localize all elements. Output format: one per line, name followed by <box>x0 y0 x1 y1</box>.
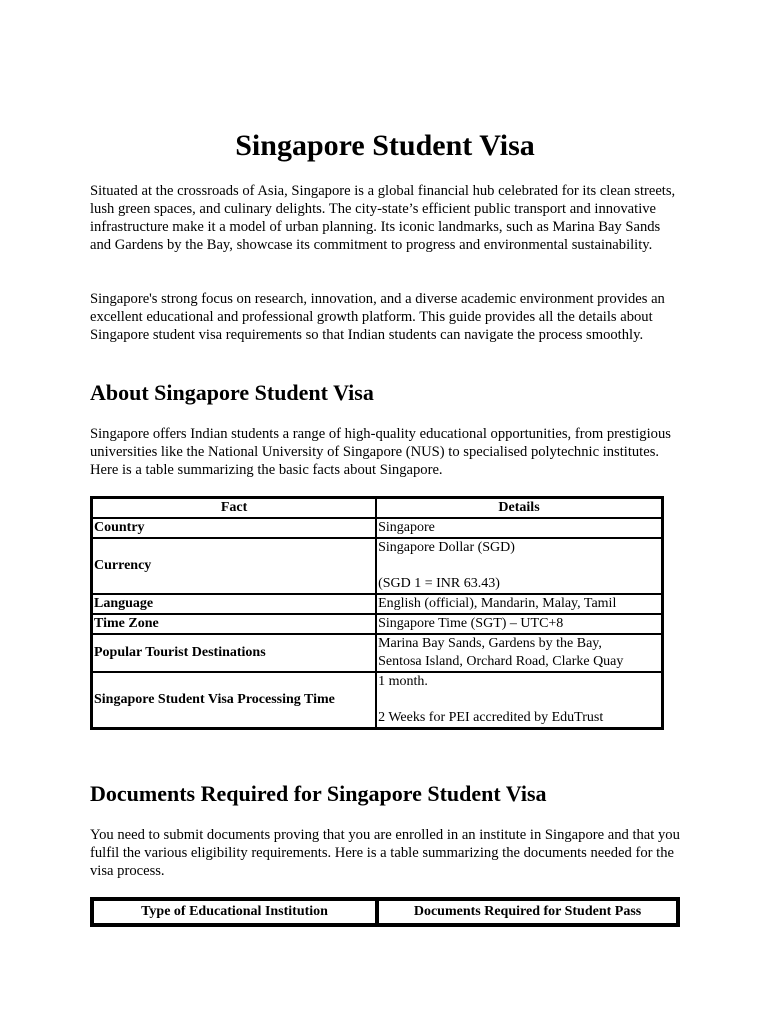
table-row <box>92 634 662 672</box>
table-row <box>92 538 662 594</box>
intro-paragraph-2: Singapore's strong focus on research, innovation, and a diverse academic environment provides an excellent educational and professional growth platform. This guide provides all the details about Singapore student visa requirements so that Indian students can navigate the process smoothly. <box>90 291 665 343</box>
about-paragraph: Singapore offers Indian students a range of high-quality educational opportunities, from prestigious universities like the National University of Singapore (NUS) to specialised polytechnic institutes. Here is a table summarizing the basic facts about Singapore. <box>90 426 671 478</box>
about-heading: About Singapore Student Visa <box>90 380 374 405</box>
fact-cell: Currency <box>92 538 376 594</box>
facts-header-fact: Fact <box>92 498 376 518</box>
fact-cell: Popular Tourist Destinations <box>92 634 376 672</box>
documents-heading: Documents Required for Singapore Student Visa <box>90 781 547 806</box>
details-cell <box>376 672 662 728</box>
details-spacer <box>378 557 660 575</box>
details-cell: English (official), Mandarin, Malay, Tamil <box>376 594 662 614</box>
documents-header-institution: Type of Educational Institution <box>92 899 377 925</box>
facts-table <box>90 496 664 730</box>
fact-cell: Time Zone <box>92 614 376 634</box>
details-cell: Singapore <box>376 518 662 538</box>
intro-paragraph-1: Situated at the crossroads of Asia, Singapore is a global financial hub celebrated for its clean streets, lush green spaces, and culinary delights. The city-state’s efficient public transport and innovative infrastructure make it a model of urban planning. Its iconic landmarks, such as Marina Bay Sands and Gardens by the Bay, showcase its commitment to progress and environmental sustainability. <box>90 183 676 253</box>
documents-paragraph: You need to submit documents proving that you are enrolled in an institute in Singapore and that you fulfil the various eligibility requirements. Here is a table summarizing the documents needed for the visa process. <box>90 827 680 879</box>
documents-table-header-row <box>92 899 678 925</box>
fact-cell: Language <box>92 594 376 614</box>
page-title: Singapore Student Visa <box>235 129 535 162</box>
details-line: Sentosa Island, Orchard Road, Clarke Quay <box>378 654 624 669</box>
facts-table-header-row <box>92 498 662 518</box>
table-row <box>92 614 662 634</box>
details-line: 1 month. <box>378 674 428 689</box>
table-row <box>92 672 662 728</box>
fact-cell: Country <box>92 518 376 538</box>
details-cell: Singapore Time (SGT) – UTC+8 <box>376 614 662 634</box>
details-cell <box>376 538 662 594</box>
table-row <box>92 594 662 614</box>
facts-header-details: Details <box>376 498 662 518</box>
details-cell <box>376 634 662 672</box>
table-row <box>92 518 662 538</box>
details-line: (SGD 1 = INR 63.43) <box>378 576 500 591</box>
details-spacer <box>378 691 660 709</box>
documents-table <box>90 897 680 927</box>
details-line: Marina Bay Sands, Gardens by the Bay, <box>378 636 602 651</box>
documents-header-required: Documents Required for Student Pass <box>377 899 678 925</box>
details-line: 2 Weeks for PEI accredited by EduTrust <box>378 710 604 725</box>
fact-cell: Singapore Student Visa Processing Time <box>92 672 376 728</box>
details-line: Singapore Dollar (SGD) <box>378 540 515 555</box>
